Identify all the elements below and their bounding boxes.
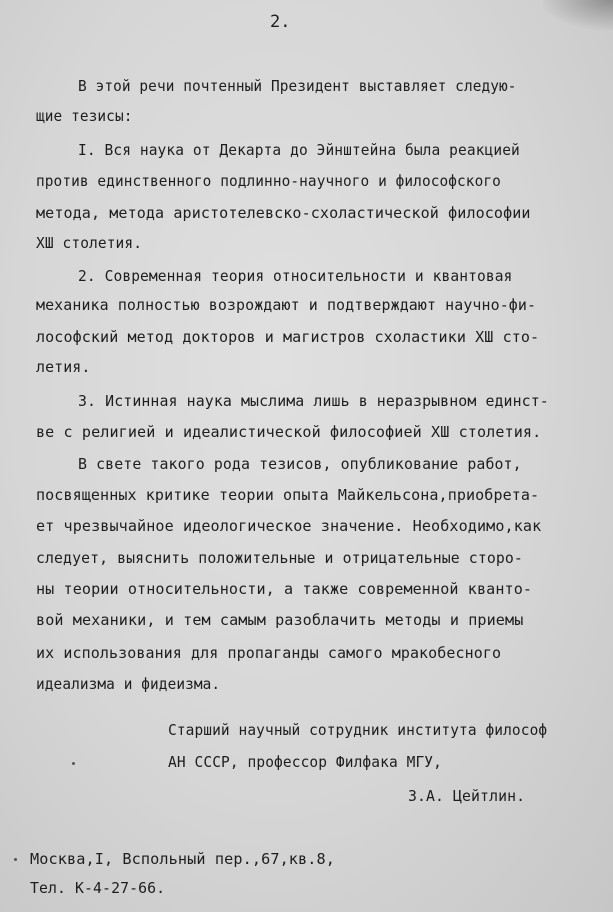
phone-line: Тел. К-4-27-66.: [30, 879, 166, 897]
page-number: 2.: [270, 12, 291, 32]
body-line-3: I. Вся наука от Декарта до Эйнштейна была реакцией: [78, 141, 520, 159]
ink-speck: [14, 858, 17, 861]
body-line-6: XШ столетия.: [36, 234, 143, 252]
signature-position: Старший научный сотрудник института философ: [168, 721, 548, 739]
body-line-16: следует, выяснить положительные и отрицательные сторо-: [36, 549, 523, 567]
body-line-9: лософский метод докторов и магистров схоластики XШ сто-: [36, 328, 540, 346]
body-line-10: летия.: [36, 358, 91, 376]
body-line-5: метода, метода аристотелевско-схоластической философии: [36, 204, 531, 222]
body-line-15: ет чрезвычайное идеологическое значение. Необходимо,как: [36, 517, 542, 535]
body-line-11: 3. Истинная наука мыслима лишь в неразрывном единст-: [78, 392, 549, 410]
body-line-4: против единственного подлинно-научного и философского: [36, 172, 501, 190]
body-line-19: их использования для пропаганды самого мракобесного: [36, 644, 502, 662]
address-line: Москва,I, Вспольный пер.,67,кв.8,: [30, 850, 336, 868]
signature-name: З.А. Цейтлин.: [408, 787, 526, 805]
body-line-17: ны теории относительности, а также современной кванто-: [36, 580, 533, 598]
body-line-7: 2. Современная теория относительности и квантовая: [78, 267, 513, 285]
body-line-12: ве с религией и идеалистической философией XШ столетия.: [36, 423, 542, 441]
scan-shadow: [543, 0, 613, 30]
body-line-18: вой механики, и тем самым разоблачить методы и приемы: [36, 611, 524, 629]
body-line-14: посвященных критике теории опыта Майкельсона,приобрета-: [36, 486, 540, 504]
body-line-20: идеализма и фидеизма.: [36, 675, 221, 693]
body-line-13: В свете такого рода тезисов, опубликование работ,: [78, 455, 522, 473]
body-line-2: щие тезисы:: [36, 107, 133, 125]
body-line-8: механика полностью возрождают и подтверждают научно-фи-: [36, 296, 537, 314]
ink-speck: [72, 762, 75, 765]
signature-affiliation: АН СССР, профессор Филфака МГУ,: [168, 753, 442, 771]
body-line-1: В этой речи почтенный Президент выставляет следую-: [78, 77, 517, 95]
